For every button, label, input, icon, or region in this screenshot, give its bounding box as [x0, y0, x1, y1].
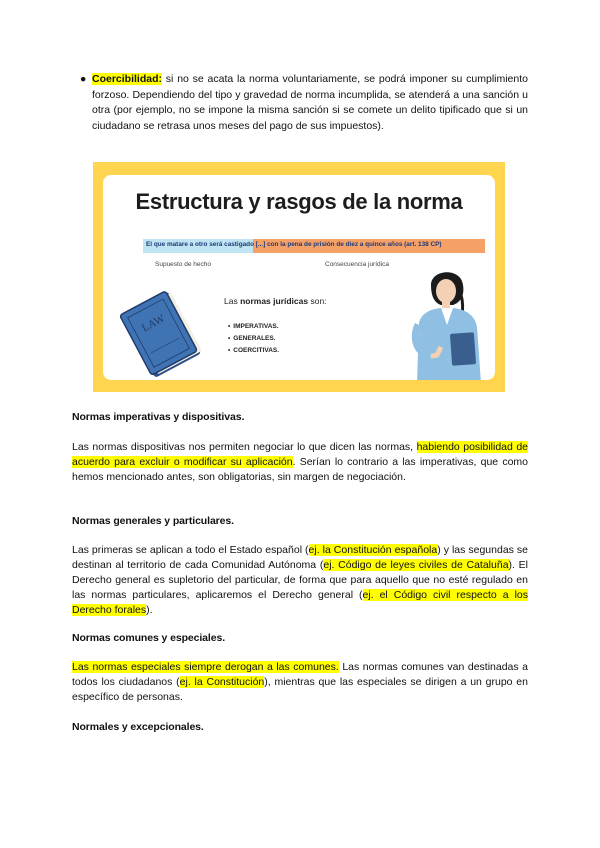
rule-right-text: será castigado [...] con la pena de prisión de diez a quince años (art. 138 CP): [209, 241, 442, 248]
highlight-span: ej. la Constitución española: [308, 544, 438, 556]
book-label: LAW: [139, 312, 167, 335]
text-span: Las normas dispositivas nos permiten negociar lo que dicen las normas,: [72, 441, 417, 453]
text-span: ), mientras que las especiales se dirigen a un grupo en específico de personas.: [72, 676, 528, 703]
label-supuesto: Supuesto de hecho: [155, 261, 212, 268]
woman-with-book-illustration: [401, 263, 495, 380]
heading-comunes: Normas comunes y especiales.: [72, 632, 226, 644]
type-item: • COERCITIVAS.: [228, 345, 279, 357]
type-item: • GENERALES.: [228, 333, 279, 345]
highlight-span: Las normas especiales siempre derogan a las comunes.: [72, 661, 339, 673]
text-span: ). El Derecho general es supletorio del particular, de forma que para aquello que no esté regulado en las normas particulares, aplicaremos el Derecho general (: [72, 559, 529, 601]
highlight-span: ej. Código de leyes civiles de Cataluña: [323, 559, 509, 571]
text-span: ).: [146, 604, 153, 616]
bullet-coercibilidad: [80, 72, 528, 134]
heading-normales: Normales y excepcionales.: [72, 721, 204, 733]
types-list: [228, 321, 279, 357]
intro-bold: normas jurídicas: [240, 296, 309, 306]
heading-imperativas: Normas imperativas y dispositivas.: [72, 411, 245, 423]
intro-prefix: Las: [224, 296, 241, 306]
text-span: . Serían lo contrario a las imperativas, que como hemos mencionado antes, son obligatorias, sin margen de negociación.: [72, 456, 528, 483]
intro-suffix: son:: [308, 296, 327, 306]
highlight-span: habiendo posibilidad de acuerdo para excluir o modificar su aplicación: [72, 441, 529, 468]
figure-card: [103, 175, 495, 380]
bullet-text: si no se acata la norma voluntariamente, se podrá imponer su cumplimiento forzoso. Dependiendo del tipo y gravedad de norma incumplida, se atenderá a una sanción u otra (por ejemplo, no se impone la misma sanción si se comete un delito tipificado que si un ciudadano se retrasa unos meses del pago de sus impuestos).: [92, 73, 528, 132]
para-generales: [72, 543, 528, 618]
type-item: • IMPERATIVAS.: [228, 321, 279, 333]
bullet-term: Coercibilidad:: [92, 73, 163, 85]
rule-example-bar: [143, 239, 485, 253]
highlight-span: ej. el Código civil respecto a los Derecho forales: [72, 589, 528, 616]
rule-left-text: El que matare a otro: [146, 241, 210, 248]
highlight-span: ej. la Constitución: [179, 676, 265, 688]
para-imperativas: [72, 440, 528, 485]
types-intro: [224, 296, 327, 306]
rule-example-text: [146, 241, 441, 248]
bullet-dot-icon: ●: [80, 73, 87, 85]
heading-generales: Normas generales y particulares.: [72, 515, 234, 527]
text-span: ) y las segundas se destinan al territorio de cada Comunidad Autónoma (: [72, 544, 529, 571]
law-book-icon: [117, 287, 209, 379]
para-comunes: [72, 660, 528, 705]
label-consecuencia: Consecuencia jurídica: [325, 261, 389, 268]
text-span: Las normas comunes van destinadas a todos los ciudadanos (: [72, 661, 528, 688]
figure-title: Estructura y rasgos de la norma: [135, 189, 463, 214]
norma-structure-figure: [93, 162, 505, 392]
text-span: Las primeras se aplican a todo el Estado español (: [72, 544, 309, 556]
